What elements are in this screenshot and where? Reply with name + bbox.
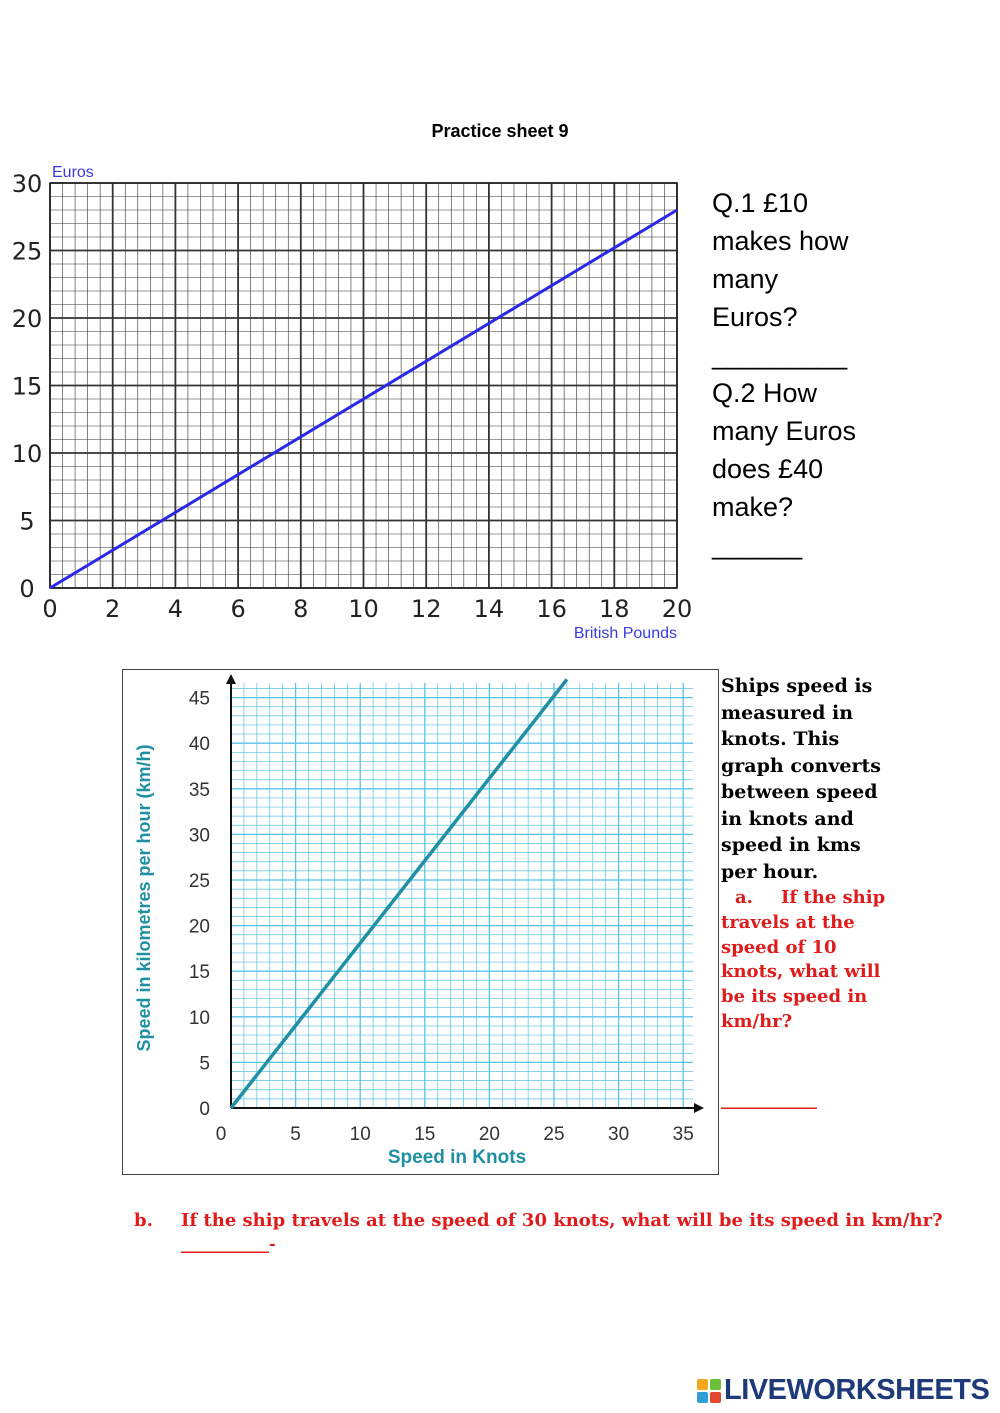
question-b bbox=[134, 1208, 943, 1234]
x-tick-label: 2 bbox=[105, 595, 121, 623]
q2-line: Q.2 How bbox=[712, 378, 818, 408]
x-tick-label: 12 bbox=[410, 595, 442, 623]
y-axis-label: Euros bbox=[52, 164, 94, 181]
q1-line: makes how bbox=[712, 226, 849, 256]
question-a-line: speed of 10 bbox=[721, 936, 837, 958]
y-tick-label: 10 bbox=[11, 440, 43, 468]
x-tick-label: 15 bbox=[414, 1124, 436, 1145]
q1-line: many bbox=[712, 264, 779, 294]
y-tick-label: 0 bbox=[199, 1099, 210, 1120]
q2-line: many Euros bbox=[712, 416, 857, 446]
y-tick-label: 25 bbox=[188, 871, 210, 892]
x-tick-label: 14 bbox=[473, 595, 505, 623]
x-axis-arrow-icon bbox=[694, 1103, 704, 1113]
footer-brand[interactable] bbox=[697, 1374, 989, 1407]
y-tick-label: 15 bbox=[11, 372, 43, 401]
x-axis-label: Speed in Knots bbox=[387, 1147, 527, 1168]
y-axis-label: Speed in kilometres per hour (km/h) bbox=[134, 744, 154, 1052]
y-tick-label: 5 bbox=[199, 1053, 210, 1075]
liveworksheets-logo-icon bbox=[697, 1379, 721, 1403]
question-b-label: b. bbox=[134, 1210, 153, 1231]
questions-block bbox=[712, 184, 892, 564]
ship-intro-line: measured in bbox=[721, 701, 854, 724]
ship-intro-line: speed in kms bbox=[721, 834, 861, 856]
x-tick-label: 0 bbox=[42, 595, 58, 623]
y-axis-arrow-icon bbox=[226, 674, 236, 684]
ship-intro-line: in knots and bbox=[721, 807, 854, 830]
y-tick-label: 45 bbox=[188, 688, 210, 710]
x-tick-label: 20 bbox=[478, 1124, 500, 1145]
x-tick-label: 35 bbox=[672, 1124, 694, 1145]
x-tick-label: 30 bbox=[608, 1124, 630, 1145]
y-tick-label: 20 bbox=[188, 916, 210, 938]
question-a-line: km/hr? bbox=[721, 1010, 793, 1032]
ship-intro-line: between speed bbox=[721, 781, 878, 803]
x-tick-label: 16 bbox=[536, 595, 567, 623]
question-a-line: If the ship bbox=[781, 887, 886, 908]
question-a-line: knots, what will bbox=[721, 961, 881, 983]
x-tick-label: 20 bbox=[661, 595, 693, 623]
y-tick-label: 10 bbox=[188, 1007, 210, 1029]
y-tick-label: 5 bbox=[19, 507, 35, 536]
x-axis-label: British Pounds bbox=[573, 625, 677, 642]
question-b-text: If the ship travels at the speed of 30 knots, what will be its speed in km/hr? bbox=[181, 1210, 943, 1231]
y-tick-label: 15 bbox=[188, 962, 210, 984]
y-tick-label: 20 bbox=[11, 305, 43, 333]
x-tick-label: 5 bbox=[290, 1124, 301, 1145]
question-a-line: travels at the bbox=[721, 911, 855, 933]
ship-intro-line: knots. This bbox=[721, 728, 840, 750]
q2-answer-blank[interactable]: ______ bbox=[712, 530, 803, 560]
y-tick-label: 25 bbox=[11, 237, 43, 266]
q1-answer-blank[interactable]: _________ bbox=[712, 340, 848, 370]
x-tick-label: 18 bbox=[599, 595, 630, 623]
question-a bbox=[721, 886, 891, 1035]
brand-name: LIVEWORKSHEETS bbox=[724, 1374, 990, 1406]
page-title: Practice sheet 9 bbox=[431, 121, 569, 141]
x-tick-label: 8 bbox=[293, 595, 309, 623]
ship-intro-line: graph converts bbox=[721, 754, 881, 777]
question-b-answer-blank[interactable]: ___________- bbox=[181, 1234, 276, 1253]
ship-intro-line: Ships speed is bbox=[721, 675, 873, 697]
y-tick-label: 35 bbox=[188, 779, 210, 801]
q1-line: Euros? bbox=[712, 302, 798, 332]
y-tick-label: 30 bbox=[188, 825, 210, 847]
q2-line: make? bbox=[712, 492, 794, 522]
ship-intro-line: per hour. bbox=[721, 860, 819, 883]
y-tick-label: 40 bbox=[188, 734, 210, 756]
q1-line: Q.1 £10 bbox=[712, 188, 809, 218]
x-tick-label: 0 bbox=[215, 1124, 227, 1145]
y-tick-label: 0 bbox=[19, 575, 35, 603]
x-tick-label: 10 bbox=[349, 1124, 371, 1145]
q2-line: does £40 bbox=[712, 454, 824, 484]
x-tick-label: 4 bbox=[167, 595, 184, 623]
x-tick-label: 25 bbox=[543, 1124, 565, 1145]
y-tick-label: 30 bbox=[11, 170, 43, 198]
question-a-line: be its speed in bbox=[721, 986, 868, 1008]
x-tick-label: 10 bbox=[348, 595, 379, 623]
ship-intro bbox=[721, 673, 891, 885]
question-a-answer-blank[interactable]: ____________ bbox=[721, 1090, 817, 1109]
question-a-label: a. bbox=[735, 887, 753, 908]
x-tick-label: 6 bbox=[230, 595, 246, 623]
